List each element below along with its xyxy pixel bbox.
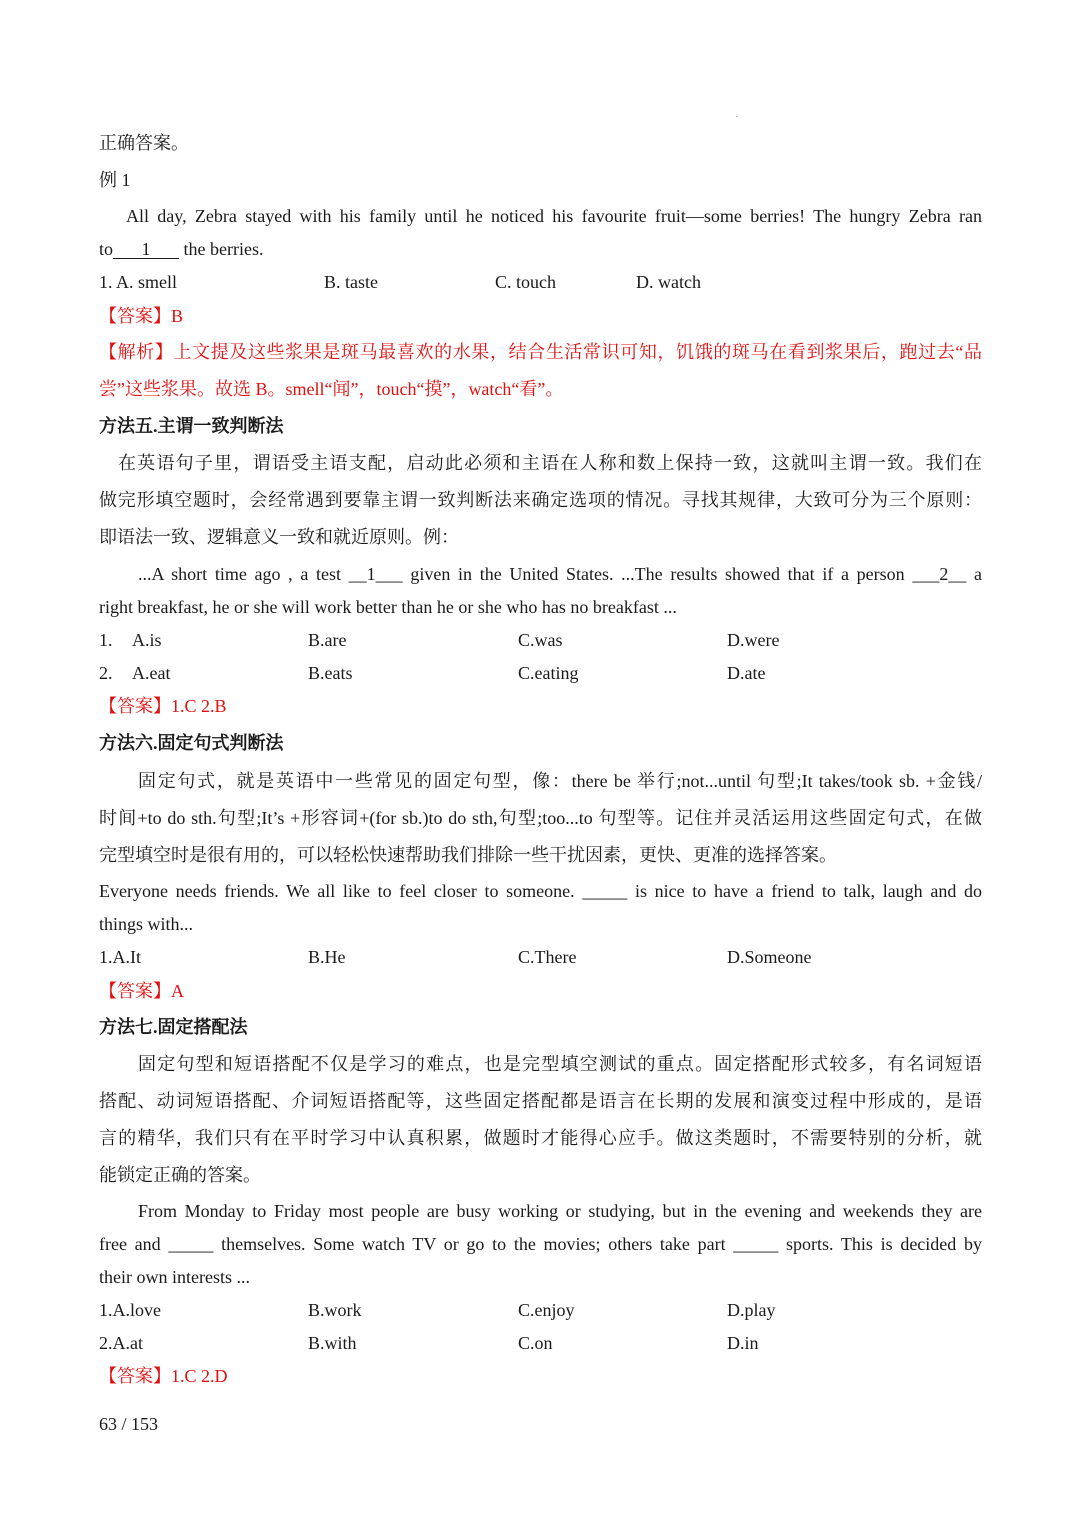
method6-para-line1: 固定句式，就是英语中一些常见的固定句型，像：there be 举行;not...until 句型;It takes/took sb. +金钱/ — [138, 771, 982, 791]
page-number: 63 / 153 — [99, 1414, 159, 1434]
method5-para-line3: 即语法一致、逻辑意义一致和就近原则。例： — [99, 527, 459, 547]
option: 1.A.It — [99, 947, 141, 967]
option: D.in — [727, 1333, 759, 1353]
method6-example-line2: things with... — [99, 914, 194, 934]
option: C.eating — [518, 663, 579, 683]
option: D. watch — [636, 272, 701, 292]
option: D.play — [727, 1300, 776, 1320]
answer-4: 【答案】1.C 2.D — [99, 1366, 228, 1386]
method6-example-line1: Everyone needs friends. We all like to feel closer to someone. _____ is nice to have a friend to talk, laugh and do — [99, 881, 982, 901]
option: B. taste — [324, 272, 378, 292]
method7-para-line3: 言的精华，我们只有在平时学习中认真积累，做题时才能得心应手。做这类题时，不需要特别的分析，就 — [99, 1128, 982, 1148]
option: 1.A.love — [99, 1300, 161, 1320]
method6-para-line3: 完型填空时是很有用的，可以轻松快速帮助我们排除一些干扰因素，更快、更准的选择答案。 — [99, 845, 837, 865]
answer-3: 【答案】A — [99, 981, 184, 1001]
method7-example-line3: their own interests ... — [99, 1267, 250, 1287]
option: B.are — [308, 630, 347, 650]
option: C.on — [518, 1333, 553, 1353]
option-number: 1. — [99, 630, 113, 650]
option: B.He — [308, 947, 346, 967]
option: C. touch — [495, 272, 556, 292]
method7-para-line4: 能锁定正确的答案。 — [99, 1165, 261, 1185]
option: D.ate — [727, 663, 766, 683]
option: 1. A. smell — [99, 272, 178, 292]
method5-example-line2: right breakfast, he or she will work better than he or she who has no breakfast ... — [99, 597, 677, 617]
method5-para-line2: 做完形填空题时，会经常遇到要靠主谓一致判断法来确定选项的情况。寻找其规律，大致可分为三个原则： — [99, 490, 982, 510]
method5-title: 方法五.主谓一致判断法 — [99, 416, 284, 436]
answer-2: 【答案】1.C 2.B — [99, 696, 227, 716]
method7-para-line2: 搭配、动词短语搭配、介词短语搭配等，这些固定搭配都是语言在长期的发展和演变过程中形成的，是语 — [99, 1091, 982, 1111]
option-number: 2. — [99, 663, 113, 683]
option: B.work — [308, 1300, 362, 1320]
method7-example-line2: free and _____ themselves. Some watch TV or go to the movies; others take part _____ sports. This is decided by — [99, 1234, 982, 1254]
intro-line: 正确答案。 — [99, 133, 189, 153]
method5-para-line1: 在英语句子里，谓语受主语支配，启动此必须和主语在人称和数上保持一致，这就叫主谓一致。我们在 — [118, 453, 982, 473]
option: D.were — [727, 630, 780, 650]
option: A.eat — [132, 663, 171, 683]
option: B.with — [308, 1333, 357, 1353]
option: B.eats — [308, 663, 353, 683]
blank-1: 1 — [113, 240, 179, 259]
scan-speck — [736, 116, 738, 117]
option: D.Someone — [727, 947, 812, 967]
explanation-line2: 尝”这些浆果。故选 B。smell“闻”，touch“摸”，watch“看”。 — [99, 379, 564, 399]
option: C.enjoy — [518, 1300, 575, 1320]
option: A.is — [132, 630, 162, 650]
method7-para-line1: 固定句型和短语搭配不仅是学习的难点，也是完型填空测试的重点。固定搭配形式较多，有名词短语 — [138, 1054, 982, 1074]
option: 2.A.at — [99, 1333, 143, 1353]
example1-text-line1: All day, Zebra stayed with his family until he noticed his favourite fruit—some berries! The hungry Zebra ran — [126, 206, 982, 226]
option: C.There — [518, 947, 577, 967]
answer-1: 【答案】B — [99, 306, 184, 326]
method6-para-line2: 时间+to do sth.句型;It’s +形容词+(for sb.)to do sth,句型;too...to 句型等。记住并灵活运用这些固定句式，在做 — [99, 808, 982, 828]
method7-title: 方法七.固定搭配法 — [99, 1017, 248, 1037]
option: C.was — [518, 630, 563, 650]
example1-text-line2: to 1 the berries. — [99, 239, 264, 259]
method7-example-line1: From Monday to Friday most people are busy working or studying, but in the evening and weekends they are — [138, 1201, 982, 1221]
method6-title: 方法六.固定句式判断法 — [99, 733, 284, 753]
method5-example-line1: ...A short time ago , a test __1___ given in the United States. ...The results showed that if a person ___2__ a — [138, 564, 982, 584]
explanation-line1: 【解析】上文提及这些浆果是斑马最喜欢的水果，结合生活常识可知，饥饿的斑马在看到浆果后，跑过去“品 — [99, 342, 982, 362]
example-label: 例 1 — [99, 170, 131, 190]
